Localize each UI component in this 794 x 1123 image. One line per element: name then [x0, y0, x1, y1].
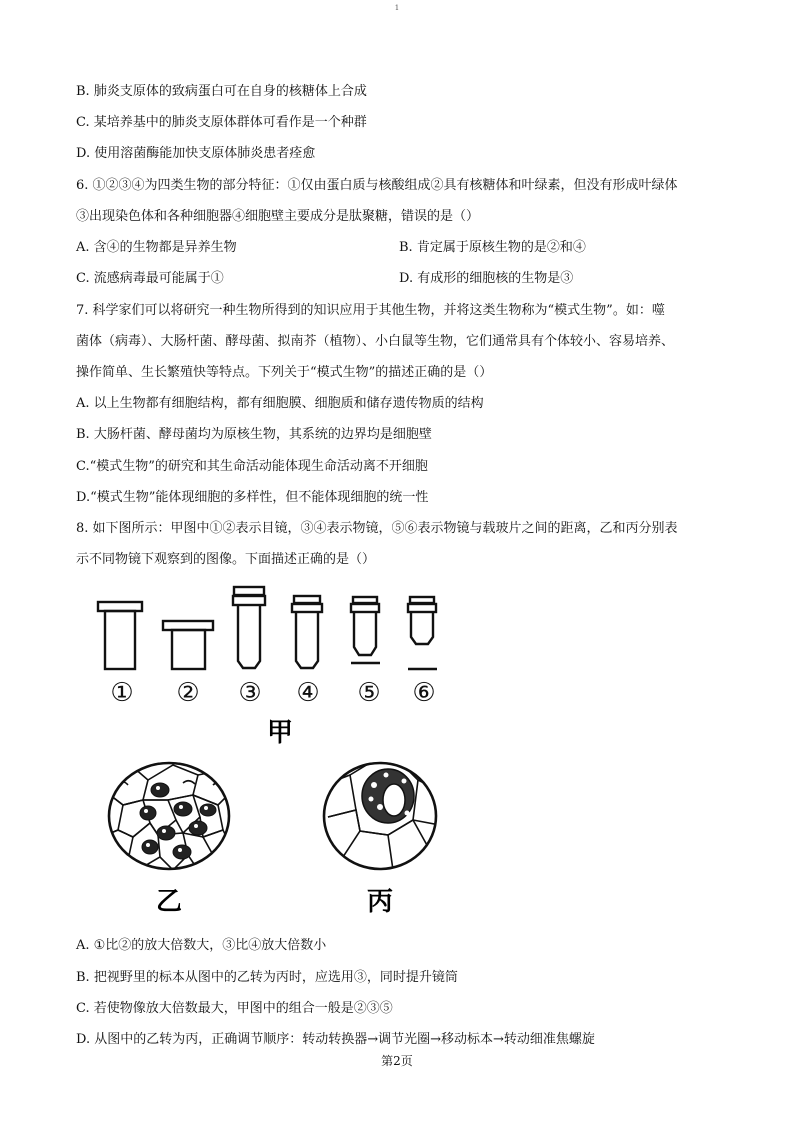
option-5d: D. 使用溶菌酶能加快支原体肺炎患者痊愈	[76, 146, 316, 161]
option-8a: A. ①比②的放大倍数大，③比④放大倍数小	[76, 938, 327, 953]
question-7-line-2: 菌体（病毒）、大肠杆菌、酵母菌、拟南芥（植物）、小白鼠等生物，它们通常具有个体较小、容易培养、	[76, 334, 675, 349]
page-number: 第2页	[381, 1054, 413, 1068]
objective-5-icon	[351, 597, 380, 663]
figure-label-bing: 丙	[366, 887, 394, 917]
objective-3-icon	[233, 587, 265, 668]
objective-4-icon	[292, 596, 322, 668]
option-7a: A. 以上生物都有细胞结构，都有细胞膜、细胞质和储存遗传物质的结构	[76, 396, 484, 411]
option-7d: D.“模式生物”能体现细胞的多样性，但不能体现细胞的统一性	[76, 490, 429, 505]
lens-label-5: ⑤	[357, 678, 381, 708]
option-6a: A. 含④的生物都是异养生物	[76, 240, 237, 255]
page-mark: 1	[394, 4, 400, 12]
view-bing-icon	[323, 761, 440, 875]
question-7-line-1: 7. 科学家们可以将研究一种生物所得到的知识应用于其他生物，并将这类生物称为“模式生物”。如：噬	[76, 303, 665, 318]
option-6b: B. 肯定属于原核生物的是②和④	[399, 240, 586, 255]
lens-label-3: ③	[238, 678, 262, 708]
figure-label-yi: 乙	[155, 887, 183, 917]
view-yi-icon	[106, 763, 233, 870]
eyepiece-2-icon	[163, 621, 213, 669]
option-5c: C. 某培养基中的肺炎支原体群体可看作是一个种群	[76, 115, 367, 130]
objective-6-icon	[408, 597, 437, 669]
microscope-figure	[88, 585, 468, 920]
eyepiece-1-icon	[98, 602, 142, 669]
option-8d: D. 从图中的乙转为丙，正确调节顺序：转动转换器→调节光圈→移动标本→转动细准焦螺旋	[76, 1032, 595, 1047]
option-7b: B. 大肠杆菌、酵母菌均为原核生物，其系统的边界均是细胞壁	[76, 427, 432, 442]
option-5b: B. 肺炎支原体的致病蛋白可在自身的核糖体上合成	[76, 84, 367, 99]
option-6c: C. 流感病毒最可能属于①	[76, 271, 224, 286]
lens-label-4: ④	[296, 678, 320, 708]
option-6d: D. 有成形的细胞核的生物是③	[399, 271, 574, 286]
option-8b: B. 把视野里的标本从图中的乙转为丙时，应选用③，同时提升镜筒	[76, 970, 458, 985]
lens-label-6: ⑥	[412, 678, 436, 708]
question-7-line-3: 操作简单、生长繁殖快等特点。下列关于“模式生物”的描述正确的是（）	[76, 365, 493, 380]
option-7c: C.“模式生物”的研究和其生命活动能体现生命活动离不开细胞	[76, 459, 428, 474]
lens-label-2: ②	[176, 678, 200, 708]
figure-label-jia: 甲	[266, 718, 294, 748]
question-6-line-1: 6. ①②③④为四类生物的部分特征：①仅由蛋白质与核酸组成②具有核糖体和叶绿素，但没有形成叶绿体	[76, 178, 678, 193]
lens-label-1: ①	[110, 678, 134, 708]
option-8c: C. 若使物像放大倍数最大，甲图中的组合一般是②③⑤	[76, 1001, 393, 1016]
question-6-line-2: ③出现染色体和各种细胞器④细胞壁主要成分是肽聚糖，错误的是（）	[76, 209, 480, 224]
question-8-line-1: 8. 如下图所示：甲图中①②表示目镜，③④表示物镜，⑤⑥表示物镜与载玻片之间的距离，乙和丙分别表	[76, 521, 678, 536]
question-8-line-2: 示不同物镜下观察到的图像。下面描述正确的是（）	[76, 552, 376, 567]
